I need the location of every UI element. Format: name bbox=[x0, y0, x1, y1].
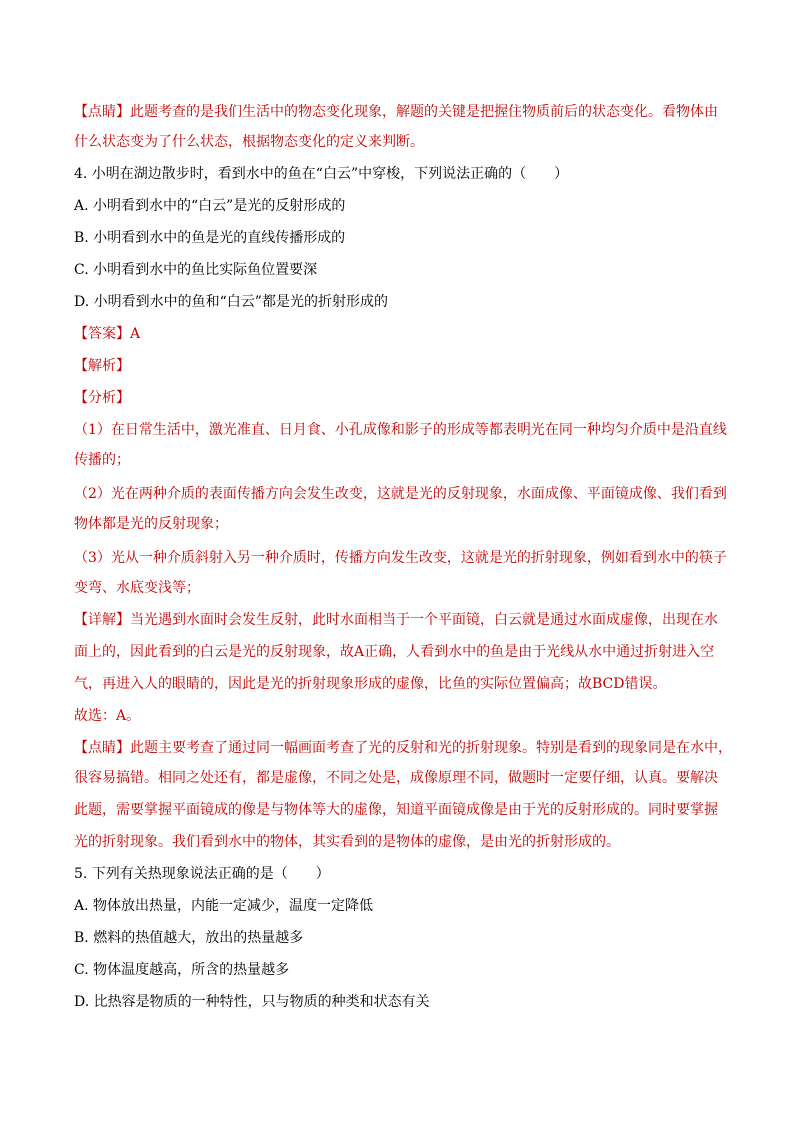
dianjing2-line-1 bbox=[74, 738, 732, 758]
fenxi-tag: 【分析】 bbox=[74, 390, 130, 406]
fenxi-line-1: （1）在日常生活中，激光准直、日月食、小孔成像和影子的形成等都表明光在同一种均匀介质中是沿直线 bbox=[74, 422, 727, 438]
dianjing2-line-3: 此题，需要掌握平面镜成的像是与物体等大的虚像，知道平面镜成像是由于光的反射形成的。同时要掌握 bbox=[74, 802, 718, 818]
q4-option-a: A. 小明看到水中的“白云”是光的反射形成的 bbox=[74, 198, 346, 214]
guxuan-line: 故选：A。 bbox=[74, 708, 141, 724]
xiangjie-text-1: 当光遇到水面时会发生反射，此时水面相当于一个平面镜，白云就是通过水面成虚像，出现在水 bbox=[130, 612, 718, 628]
dianjing2-text-1: 此题主要考查了通过同一幅画面考查了光的反射和光的折射现象。特别是看到的现象同是在水中， bbox=[130, 740, 732, 756]
q5-option-d: D. 比热容是物质的一种特性，只与物质的种类和状态有关 bbox=[74, 994, 430, 1010]
dianjing2-line-2: 很容易搞错。相同之处还有，都是虚像，不同之处是，成像原理不同，做题时一定要仔细，认真。要解决 bbox=[74, 770, 718, 786]
q4-stem: 4. 小明在湖边散步时，看到水中的鱼在“白云”中穿梭，下列说法正确的（ ） bbox=[74, 166, 569, 182]
answer-tag: 【答案】 bbox=[74, 326, 130, 342]
xiangjie-line-3: 气，再进入人的眼睛的，因此是光的折射现象形成的虚像，比鱼的实际位置偏高；故BCD错误。 bbox=[74, 676, 667, 692]
fenxi-line-4: 物体都是光的反射现象； bbox=[74, 516, 228, 532]
fenxi-line-5: （3）光从一种介质斜射入另一种介质时，传播方向发生改变，这就是光的折射现象，例如看到水中的筷子 bbox=[74, 550, 727, 566]
answer-value: A bbox=[130, 326, 141, 342]
q4-option-c: C. 小明看到水中的鱼比实际鱼位置要深 bbox=[74, 262, 318, 278]
q4-option-b: B. 小明看到水中的鱼是光的直线传播形成的 bbox=[74, 230, 346, 246]
dianjing-line-2: 什么状态变为了什么状态，根据物态变化的定义来判断。 bbox=[74, 134, 424, 150]
jiexi-tag: 【解析】 bbox=[74, 358, 130, 374]
fenxi-line-6: 变弯、水底变浅等； bbox=[74, 580, 200, 596]
q5-option-a: A. 物体放出热量，内能一定减少，温度一定降低 bbox=[74, 898, 374, 914]
q5-stem: 5. 下列有关热现象说法正确的是（ ） bbox=[74, 866, 330, 882]
xiangjie-line-2: 面上的，因此看到的白云是光的反射现象，故A正确，人看到水中的鱼是由于光线从水中通过折射进入空 bbox=[74, 644, 715, 660]
q5-option-b: B. 燃料的热值越大，放出的热量越多 bbox=[74, 930, 304, 946]
dianjing-text: 此题考查的是我们生活中的物态变化现象，解题的关键是把握住物质前后的状态变化。看物体由 bbox=[130, 104, 718, 120]
q4-answer bbox=[74, 324, 140, 344]
xiangjie-line-1 bbox=[74, 610, 718, 630]
dianjing-line-1 bbox=[74, 102, 718, 122]
q5-option-c: C. 物体温度越高，所含的热量越多 bbox=[74, 962, 290, 978]
fenxi-line-2: 传播的； bbox=[74, 452, 130, 468]
q4-option-d: D. 小明看到水中的鱼和“白云”都是光的折射形成的 bbox=[74, 294, 388, 310]
dianjing2-tag: 【点睛】 bbox=[74, 740, 130, 756]
fenxi-line-3: （2）光在两种介质的表面传播方向会发生改变，这就是光的反射现象，水面成像、平面镜成像、我们看到 bbox=[74, 486, 727, 502]
xiangjie-tag: 【详解】 bbox=[74, 612, 130, 628]
dianjing-tag: 【点睛】 bbox=[74, 104, 130, 120]
dianjing2-line-4: 光的折射现象。我们看到水中的物体，其实看到的是物体的虚像，是由光的折射形成的。 bbox=[74, 834, 620, 850]
